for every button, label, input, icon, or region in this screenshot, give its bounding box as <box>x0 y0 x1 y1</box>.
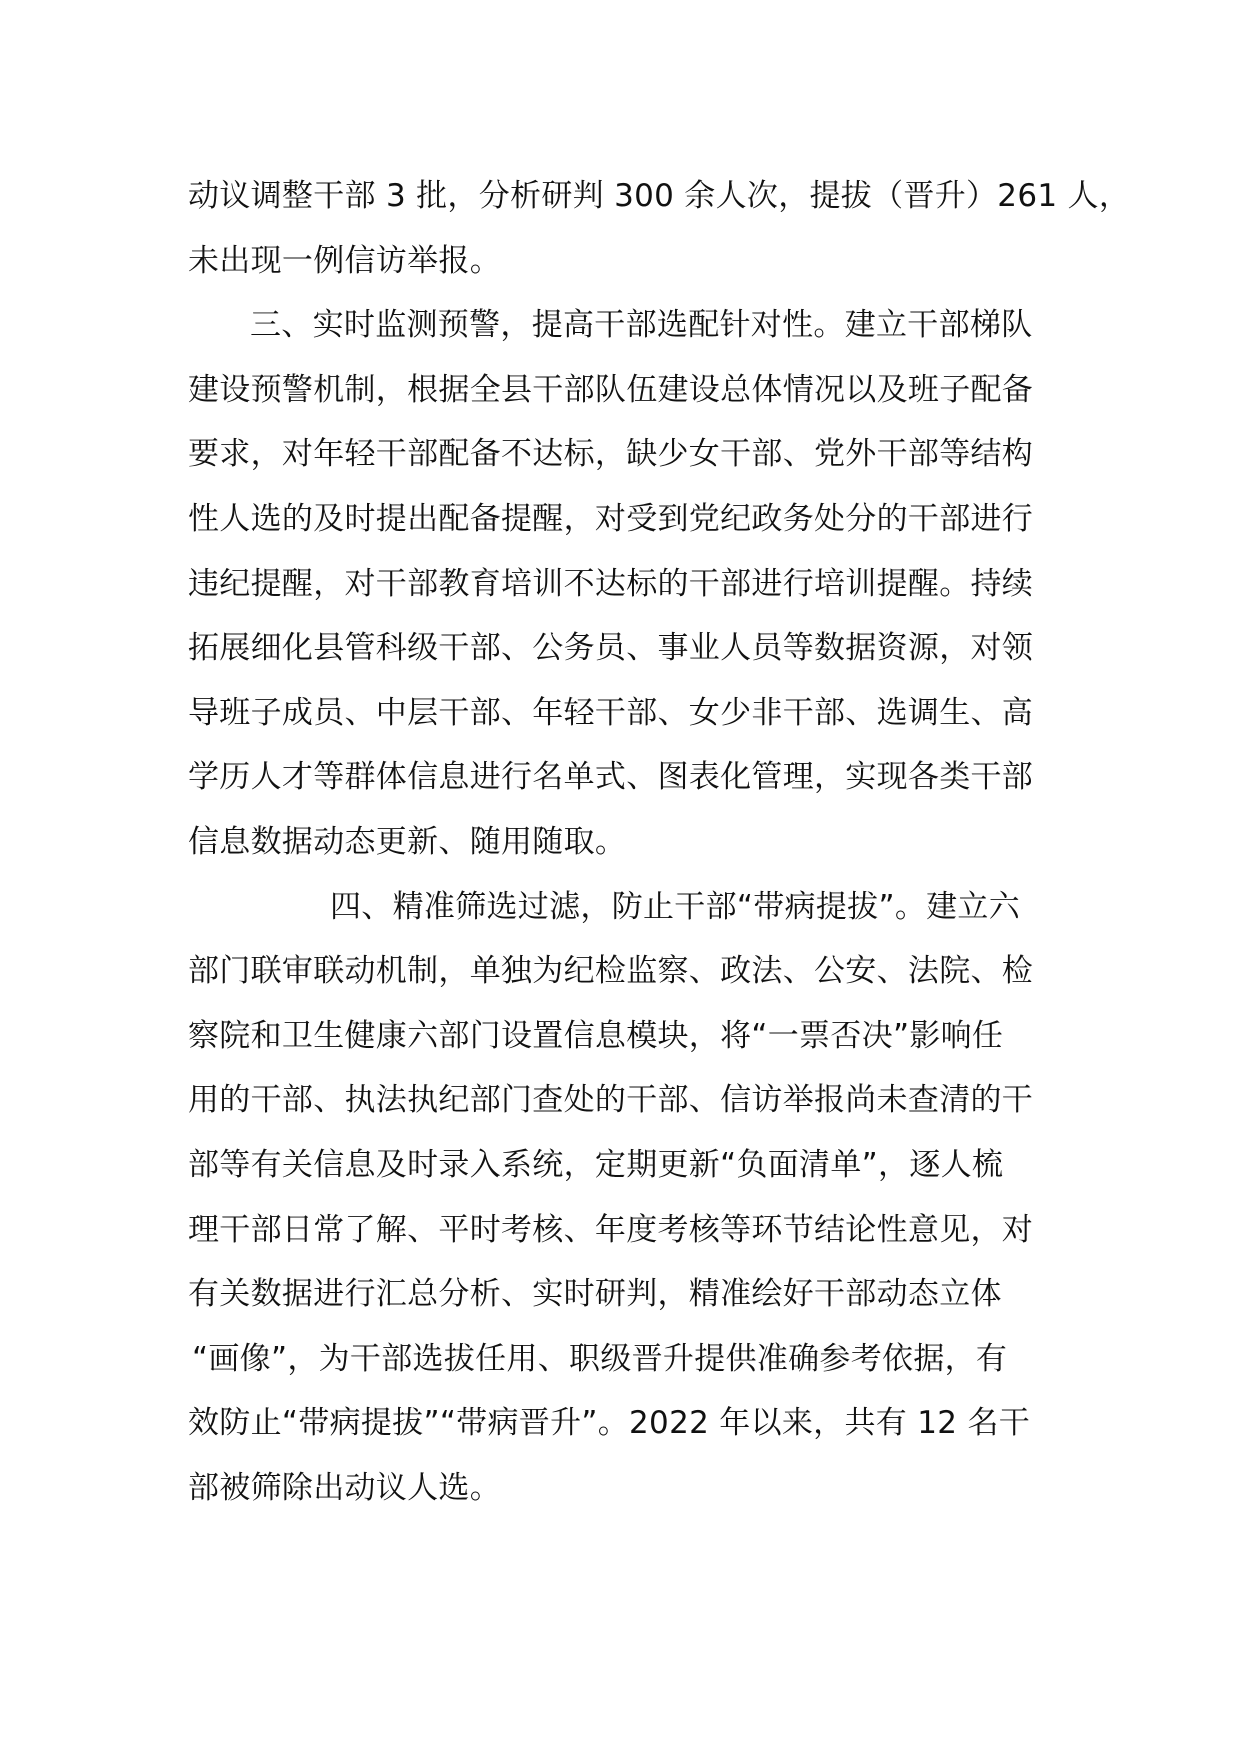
text-line: 效防止“带病提拔”“带病晋升”。2022 年以来，共有 12 名干 <box>188 1405 1031 1442</box>
text-line: 信息数据动态更新、随用随取。 <box>188 823 627 860</box>
text-line: 有关数据进行汇总分析、实时研判，精准绘好干部动态立体 <box>188 1276 1002 1313</box>
text-line: 部被筛除出动议人选。 <box>188 1469 501 1506</box>
text-line: 导班子成员、中层干部、年轻干部、女少非干部、选调生、高 <box>188 694 1034 731</box>
text-line: 拓展细化县管科级干部、公务员、事业人员等数据资源，对领 <box>188 630 1034 667</box>
section-three-heading-line: 三、实时监测预警，提高干部选配针对性。建立干部梯队 <box>250 307 1033 344</box>
text-line: 违纪提醒，对干部教育培训不达标的干部进行培训提醒。持续 <box>188 565 1034 602</box>
section-four-heading-line: 四、精准筛选过滤，防止干部“带病提拔”。建立六 <box>330 888 1021 925</box>
text-line: 建设预警机制，根据全县干部队伍建设总体情况以及班子配备 <box>188 371 1034 408</box>
text-line: 部等有关信息及时录入系统，定期更新“负面清单”，逐人梳 <box>188 1146 1004 1183</box>
text-line: 部门联审联动机制，单独为纪检监察、政法、公安、法院、检 <box>188 953 1034 990</box>
text-line: 性人选的及时提出配备提醒，对受到党纪政务处分的干部进行 <box>188 500 1034 537</box>
text-line: 理干部日常了解、平时考核、年度考核等环节结论性意见，对 <box>188 1211 1034 1248</box>
text-line: 学历人才等群体信息进行名单式、图表化管理，实现各类干部 <box>188 759 1034 796</box>
text-line: 未出现一例信访举报。 <box>188 242 501 279</box>
text-line: “画像”，为干部选拔任用、职级晋升提供准确参考依据，有 <box>192 1340 1008 1377</box>
body-text <box>188 164 1131 1520</box>
text-line: 用的干部、执法执纪部门查处的干部、信访举报尚未查清的干 <box>188 1082 1034 1119</box>
text-line: 察院和卫生健康六部门设置信息模块，将“一票否决”影响任 <box>188 1017 1004 1054</box>
text-line: 要求，对年轻干部配备不达标，缺少女干部、党外干部等结构 <box>188 436 1034 473</box>
text-line: 动议调整干部 3 批，分析研判 300 余人次，提拔（晋升）261 人， <box>188 178 1131 214</box>
